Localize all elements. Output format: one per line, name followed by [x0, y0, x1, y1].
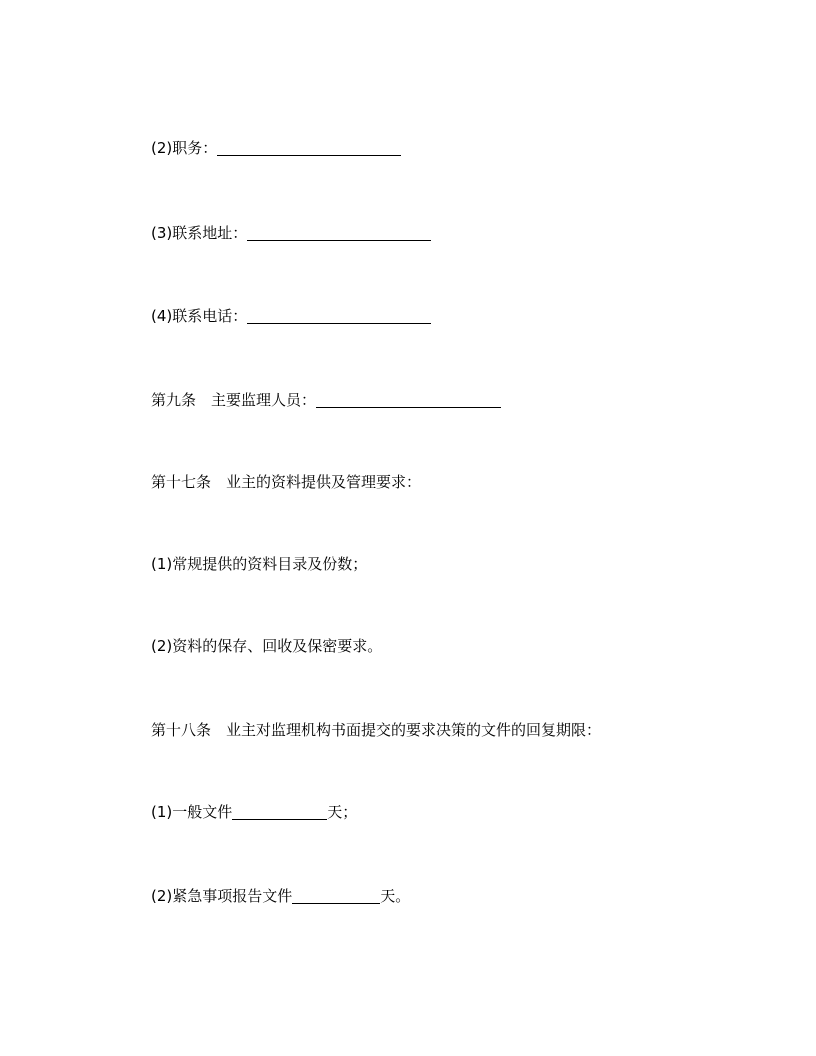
article-17-item-1	[151, 554, 367, 574]
article-9-number: 第九条	[151, 391, 197, 409]
phone-label: (4)联系电话：	[151, 307, 248, 325]
article-17-item-2-text: (2)资料的保存、回收及保密要求。	[151, 637, 383, 655]
phone-line	[151, 306, 431, 326]
article-17-item-2	[151, 636, 382, 656]
article-18-line	[151, 720, 601, 740]
article-18-number: 第十八条	[151, 721, 212, 739]
address-line	[151, 223, 431, 243]
general-days-blank[interactable]	[232, 805, 327, 820]
article-18-item-2-prefix: (2)紧急事项报告文件	[151, 887, 293, 905]
article-18-item-2-suffix: 天。	[380, 887, 411, 905]
article-9-text: 主要监理人员：	[211, 391, 317, 409]
article-17-number: 第十七条	[151, 473, 212, 491]
article-18-item-2	[151, 886, 410, 906]
article-17-line	[151, 472, 421, 492]
phone-blank[interactable]	[247, 309, 431, 324]
position-blank[interactable]	[217, 141, 401, 156]
article-18-item-1-suffix: 天；	[327, 803, 358, 821]
urgent-days-blank[interactable]	[292, 889, 380, 904]
article-18-text: 业主对监理机构书面提交的要求决策的文件的回复期限：	[226, 721, 602, 739]
article-17-item-1-text: (1)常规提供的资料目录及份数；	[151, 555, 368, 573]
article-9-line	[151, 390, 501, 410]
supervisors-blank[interactable]	[316, 393, 501, 408]
address-label: (3)联系地址：	[151, 224, 248, 242]
address-blank[interactable]	[247, 226, 431, 241]
article-18-item-1	[151, 802, 357, 822]
article-18-item-1-prefix: (1)一般文件	[151, 803, 233, 821]
position-label: (2)职务：	[151, 139, 218, 157]
position-line	[151, 138, 401, 158]
article-17-text: 业主的资料提供及管理要求：	[226, 473, 422, 491]
